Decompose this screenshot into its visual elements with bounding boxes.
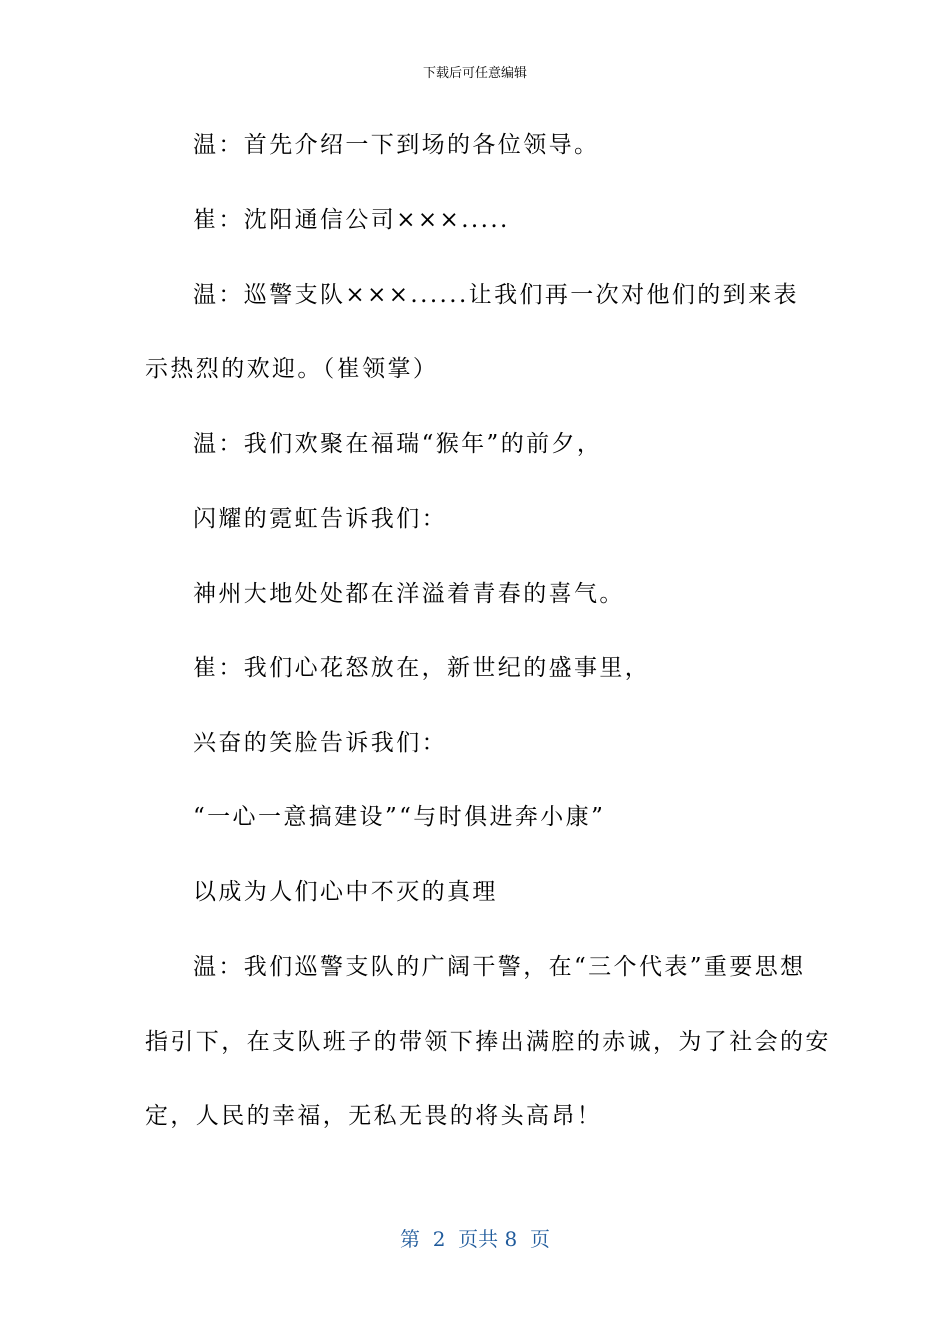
dialogue-line-continuation: 指引下，在支队班子的带领下捧出满腔的赤诚，为了社会的安 — [145, 1029, 831, 1055]
dialogue-line: 闪耀的霓虹告诉我们： — [193, 506, 447, 532]
dialogue-line: 神州大地处处都在洋溢着青春的喜气。 — [193, 581, 625, 607]
dialogue-line: 以成为人们心中不灭的真理 — [193, 879, 498, 905]
dialogue-line-continuation: 定，人民的幸福，无私无畏的将头高昂！ — [145, 1103, 603, 1129]
dialogue-line: 温：我们巡警支队的广阔干警，在“三个代表”重要思想 — [193, 954, 806, 980]
dialogue-line: 兴奋的笑脸告诉我们： — [193, 730, 447, 756]
dialogue-line: 温：我们欢聚在福瑞“猴年”的前夕， — [193, 431, 603, 457]
dialogue-line: 崔：沈阳通信公司×××..... — [193, 207, 510, 233]
page-number-footer: 第 2 页共 8 页 — [400, 1227, 550, 1251]
dialogue-line: 崔：我们心花怒放在，新世纪的盛事里， — [193, 655, 651, 681]
dialogue-line-continuation: 示热烈的欢迎。（崔领掌） — [145, 356, 439, 382]
dialogue-line: “一心一意搞建设”“与时俱进奔小康” — [193, 804, 606, 830]
page-header: 下载后可任意编辑 — [422, 66, 527, 81]
dialogue-line: 温：首先介绍一下到场的各位领导。 — [193, 132, 600, 158]
dialogue-line: 温：巡警支队×××......让我们再一次对他们的到来表 — [193, 282, 799, 308]
